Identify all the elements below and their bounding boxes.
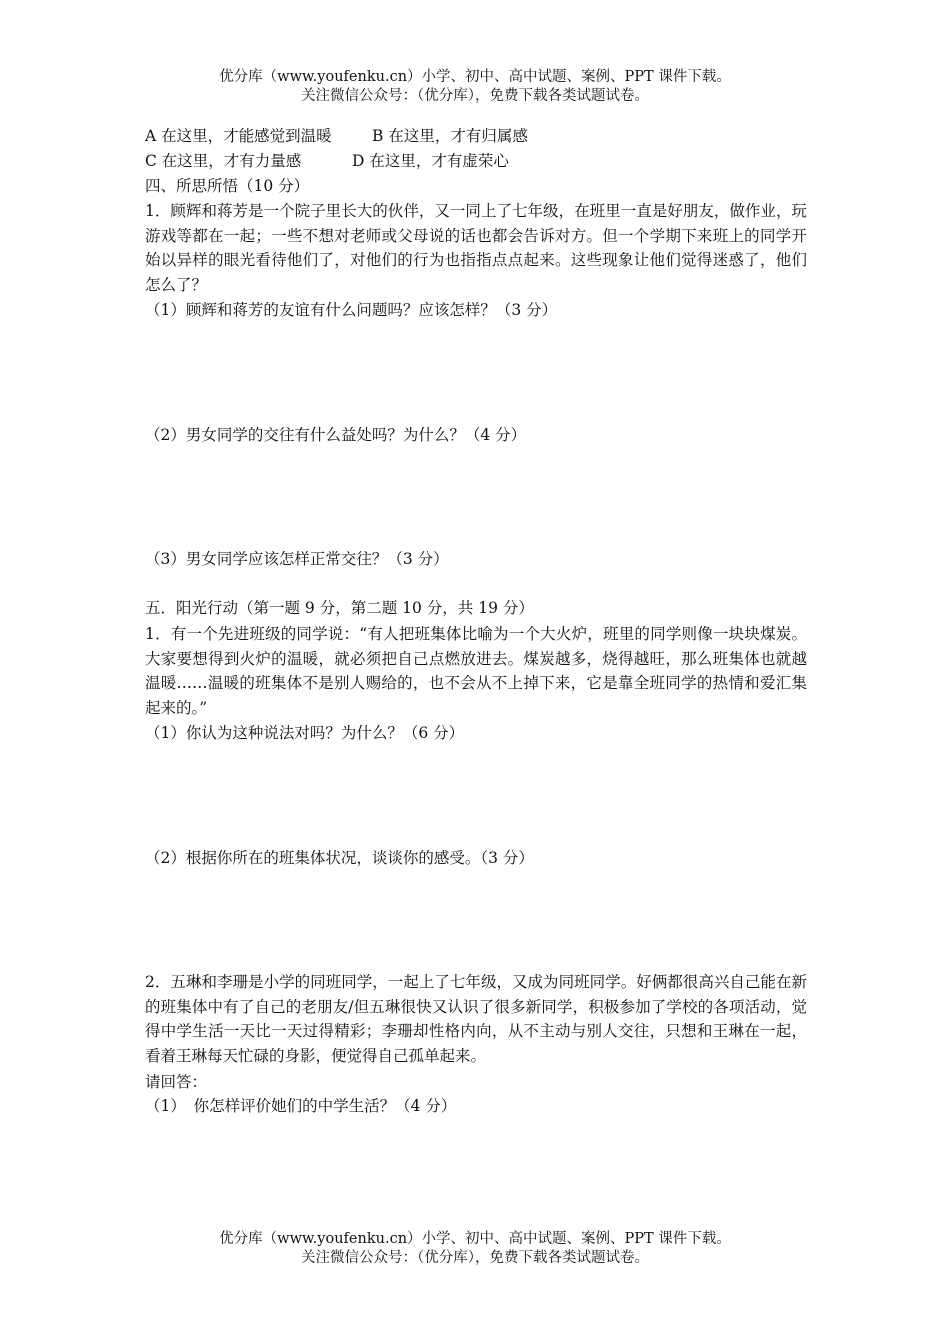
option-a: A 在这里，才能感觉到温暖: [145, 127, 332, 145]
section-4-question-1: 1．顾辉和蒋芳是一个院子里长大的伙伴，又一同上了七年级，在班里一直是好朋友，做作业，玩游戏等都在一起；一些不想对老师或父母说的话也都会告诉对方。但一个学期下来班上的同学开始以异样的眼光看待他们了，对他们的行为也指指点点起来。这些现象让他们觉得迷惑了，他们怎么了？: [145, 202, 807, 294]
section-5-subquestion-2: （2）根据你所在的班集体状况，谈谈你的感受。（3 分）: [145, 849, 534, 867]
section-5-subquestion-1: （1）你认为这种说法对吗？为什么？（6 分）: [145, 724, 465, 742]
header-line-2: 关注微信公众号：（优分库），免费下载各类试题试卷。: [301, 88, 649, 104]
option-d: D 在这里，才有虚荣心: [352, 152, 509, 170]
footer-line-1: 优分库（www.youfenku.cn）小学、初中、高中试题、案例、PPT 课件下载。: [219, 1231, 731, 1247]
section-5-answer-prompt: 请回答：: [145, 1073, 208, 1091]
section-4-title: 四、所思所悟（10 分）: [145, 177, 310, 195]
section-4-subquestion-2: （2）男女同学的交往有什么益处吗？为什么？（4 分）: [145, 426, 527, 444]
option-b: B 在这里，才有归属感: [372, 127, 528, 145]
section-5-q2-subquestion-1: （1） 你怎样评价她们的中学生活？（4 分）: [145, 1097, 457, 1115]
section-4-subquestion-3: （3）男女同学应该怎样正常交往？（3 分）: [145, 550, 449, 568]
header-line-1: 优分库（www.youfenku.cn）小学、初中、高中试题、案例、PPT 课件下载。: [219, 69, 731, 85]
section-5-title: 五．阳光行动（第一题 9 分，第二题 10 分，共 19 分）: [145, 599, 534, 617]
option-c: C 在这里，才有力量感: [145, 152, 302, 170]
footer-line-2: 关注微信公众号：（优分库），免费下载各类试题试卷。: [301, 1250, 649, 1266]
section-5-question-1: 1．有一个先进班级的同学说：“有人把班集体比喻为一个大火炉，班里的同学则像一块块煤炭。大家要想得到火炉的温暖，就必须把自己点燃放进去。煤炭越多，烧得越旺，那么班集体也就越温暖……温暖的班集体不是别人赐给的，也不会从不上掉下来，它是靠全班同学的热情和爱汇集起来的。”: [145, 625, 807, 717]
section-4-subquestion-1: （1）顾辉和蒋芳的友谊有什么问题吗？应该怎样？（3 分）: [145, 301, 558, 319]
section-5-question-2: 2．五琳和李珊是小学的同班同学，一起上了七年级，又成为同班同学。好俩都很高兴自己能在新的班集体中有了自己的老朋友/但五琳很快又认识了很多新同学，积极参加了学校的各项活动，觉得中学生活一天比一天过得精彩；李珊却性格内向，从不主动与别人交往，只想和王琳在一起，看着王琳每天忙碌的身影，便觉得自己孤单起来。: [145, 973, 807, 1065]
